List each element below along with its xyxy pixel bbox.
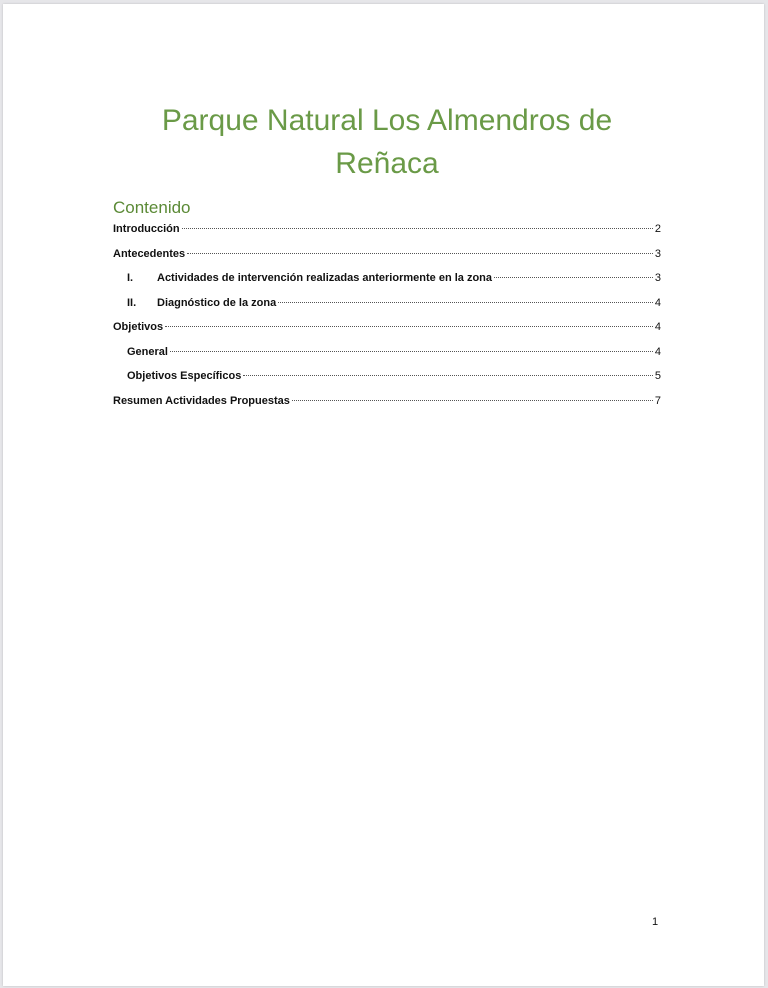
toc-entry-page: 4 (654, 296, 661, 309)
toc-entry-actividades-intervencion[interactable] (113, 272, 661, 297)
toc-entry-label: Objetivos (113, 321, 164, 333)
toc-entry-label: Introducción (113, 223, 180, 235)
toc-entry-label: Resumen Actividades Propuestas (113, 394, 290, 407)
toc-entry-label: General (127, 345, 168, 358)
toc-entry-antecedentes[interactable] (113, 248, 661, 273)
toc-leader-dots (187, 253, 653, 254)
table-of-contents (113, 223, 661, 419)
toc-entry-page: 3 (654, 272, 661, 284)
page-number: 1 (652, 916, 659, 928)
toc-leader-dots (278, 302, 653, 303)
toc-entry-label: Diagnóstico de la zona (157, 296, 277, 309)
toc-leader-dots (182, 228, 653, 229)
toc-entry-objetivos-especificos[interactable] (113, 370, 661, 395)
document-page (3, 4, 764, 986)
toc-entry-page: 7 (654, 394, 661, 407)
toc-leader-dots (243, 375, 653, 376)
toc-entry-label: Objetivos Específicos (127, 370, 242, 382)
toc-entry-page: 4 (654, 345, 661, 358)
toc-leader-dots (494, 277, 653, 278)
toc-entry-introduccion[interactable] (113, 223, 661, 248)
toc-heading: Contenido (113, 198, 191, 217)
toc-entry-page: 3 (654, 247, 661, 260)
toc-entry-number: I. (127, 272, 134, 284)
toc-entry-diagnostico[interactable] (113, 297, 661, 322)
toc-entry-page: 5 (654, 370, 661, 382)
toc-entry-general[interactable] (113, 346, 661, 371)
toc-entry-page: 2 (654, 223, 661, 235)
toc-entry-number: II. (127, 296, 137, 309)
toc-leader-dots (170, 351, 653, 352)
toc-entry-page: 4 (654, 321, 661, 333)
toc-entry-resumen-actividades[interactable] (113, 395, 661, 420)
toc-entry-label: Actividades de intervención realizadas anteriormente en la zona (157, 272, 493, 284)
document-title-line-1: Parque Natural Los Almendros de (161, 104, 613, 137)
toc-entry-objetivos[interactable] (113, 321, 661, 346)
toc-entry-label: Antecedentes (113, 247, 186, 260)
toc-leader-dots (165, 326, 653, 327)
document-title (3, 99, 768, 185)
toc-leader-dots (292, 400, 653, 401)
document-title-line-2: Reñaca (335, 147, 439, 180)
